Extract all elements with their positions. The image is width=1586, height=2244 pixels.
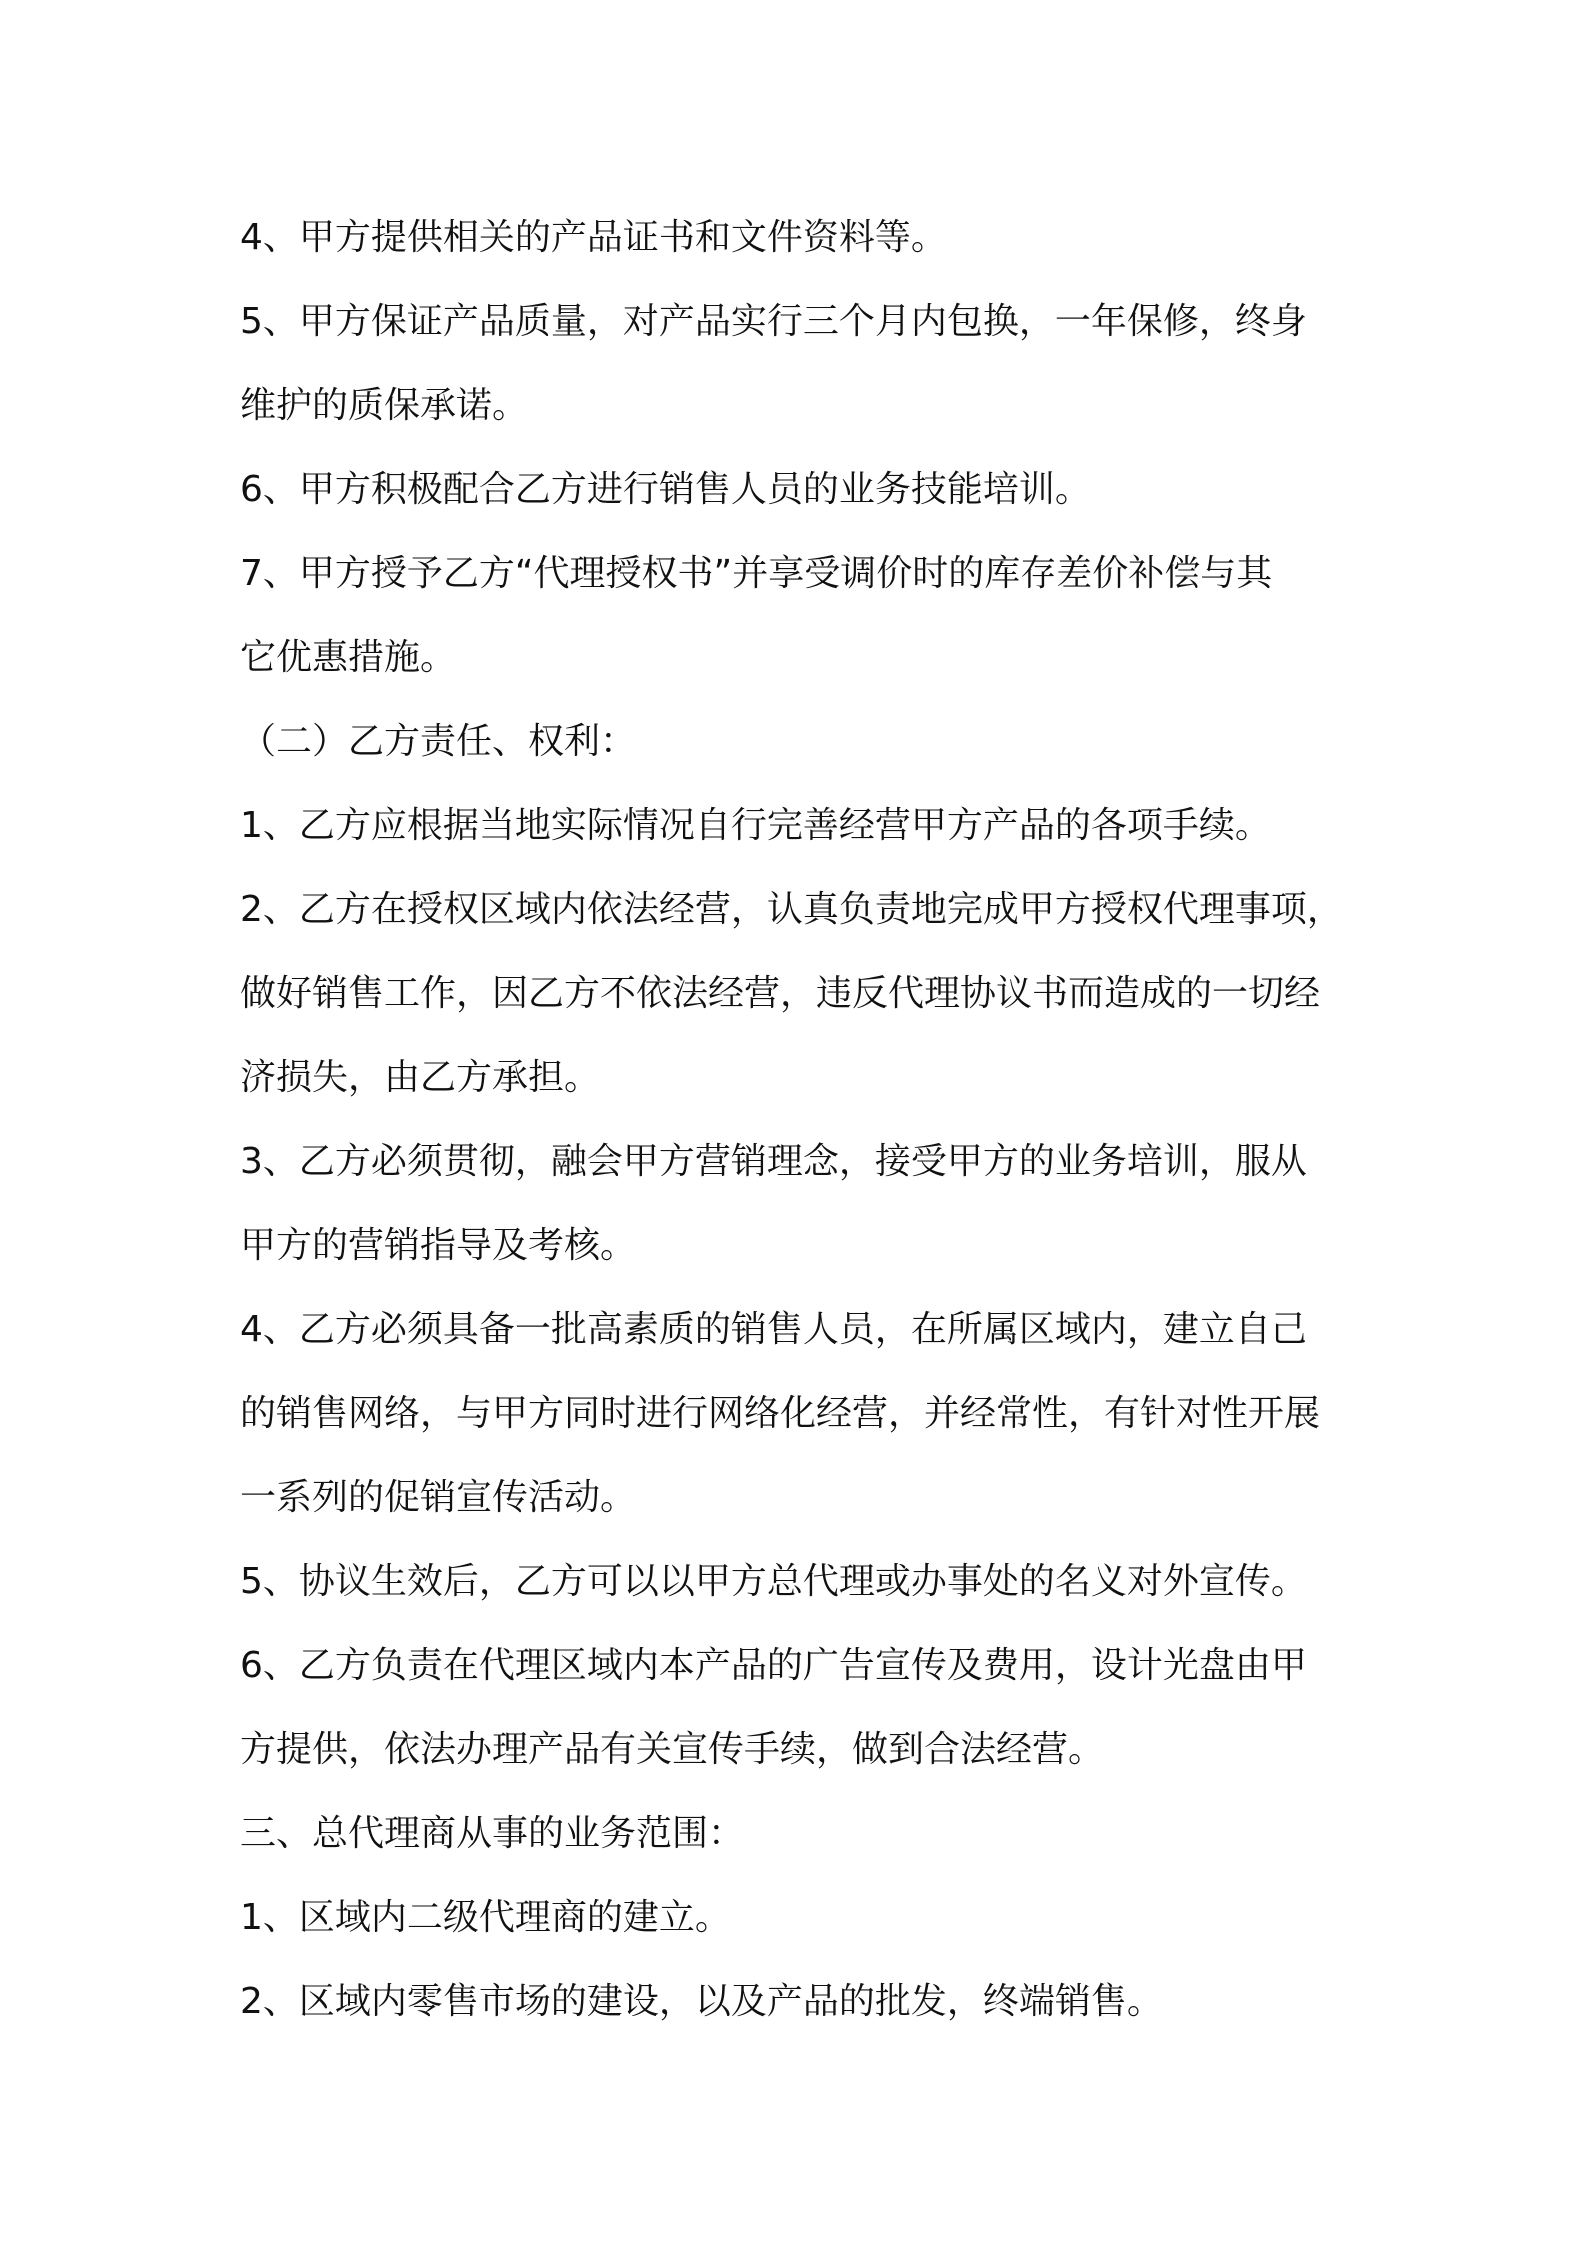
text-line: 4、甲方提供相关的产品证书和文件资料等。	[240, 217, 947, 258]
text-line: 一系列的促销宣传活动。	[240, 1477, 637, 1518]
paragraph-6	[240, 784, 1370, 868]
text-line: 三、总代理商从事的业务范围：	[240, 1813, 745, 1854]
text-line: 2、乙方在授权区域内依法经营，认真负责地完成甲方授权代理事项，	[240, 889, 1343, 930]
text-line: 5、协议生效后，乙方可以以甲方总代理或办事处的名义对外宣传。	[240, 1561, 1307, 1602]
paragraph-11	[240, 1624, 1370, 1792]
text-line: 方提供，依法办理产品有关宣传手续，做到合法经营。	[240, 1729, 1105, 1770]
paragraph-14	[240, 1960, 1370, 2044]
text-line: 4、乙方必须具备一批高素质的销售人员，在所属区域内，建立自己	[240, 1309, 1307, 1350]
paragraph-13	[240, 1876, 1370, 1960]
paragraph-9	[240, 1288, 1370, 1540]
text-line: 它优惠措施。	[240, 637, 457, 678]
text-line: 维护的质保承诺。	[240, 385, 529, 426]
paragraph-10	[240, 1540, 1370, 1624]
text-line: 1、区域内二级代理商的建立。	[240, 1897, 731, 1938]
text-line: 5、甲方保证产品质量，对产品实行三个月内包换，一年保修，终身	[240, 301, 1307, 342]
paragraph-8	[240, 1120, 1370, 1288]
paragraph-2	[240, 280, 1370, 448]
text-line: 7、甲方授予乙方“代理授权书”并享受调价时的库存差价补偿与其	[240, 553, 1273, 594]
paragraph-3	[240, 448, 1370, 532]
paragraph-1	[240, 196, 1370, 280]
text-line: 6、甲方积极配合乙方进行销售人员的业务技能培训。	[240, 469, 1091, 510]
text-line: 2、区域内零售市场的建设，以及产品的批发，终端销售。	[240, 1981, 1163, 2022]
text-line: 济损失，由乙方承担。	[240, 1057, 601, 1098]
text-line: （二）乙方责任、权利：	[240, 721, 637, 762]
text-line: 做好销售工作，因乙方不依法经营，违反代理协议书而造成的一切经	[240, 973, 1321, 1014]
paragraph-7	[240, 868, 1370, 1120]
document-body	[240, 196, 1370, 2044]
text-line: 甲方的营销指导及考核。	[240, 1225, 637, 1266]
text-line: 的销售网络，与甲方同时进行网络化经营，并经常性，有针对性开展	[240, 1393, 1321, 1434]
section-heading-business-scope	[240, 1792, 1370, 1876]
text-line: 1、乙方应根据当地实际情况自行完善经营甲方产品的各项手续。	[240, 805, 1271, 846]
section-heading-party-b	[240, 700, 1370, 784]
text-line: 6、乙方负责在代理区域内本产品的广告宣传及费用，设计光盘由甲	[240, 1645, 1307, 1686]
paragraph-4	[240, 532, 1370, 700]
text-line: 3、乙方必须贯彻，融会甲方营销理念，接受甲方的业务培训，服从	[240, 1141, 1307, 1182]
